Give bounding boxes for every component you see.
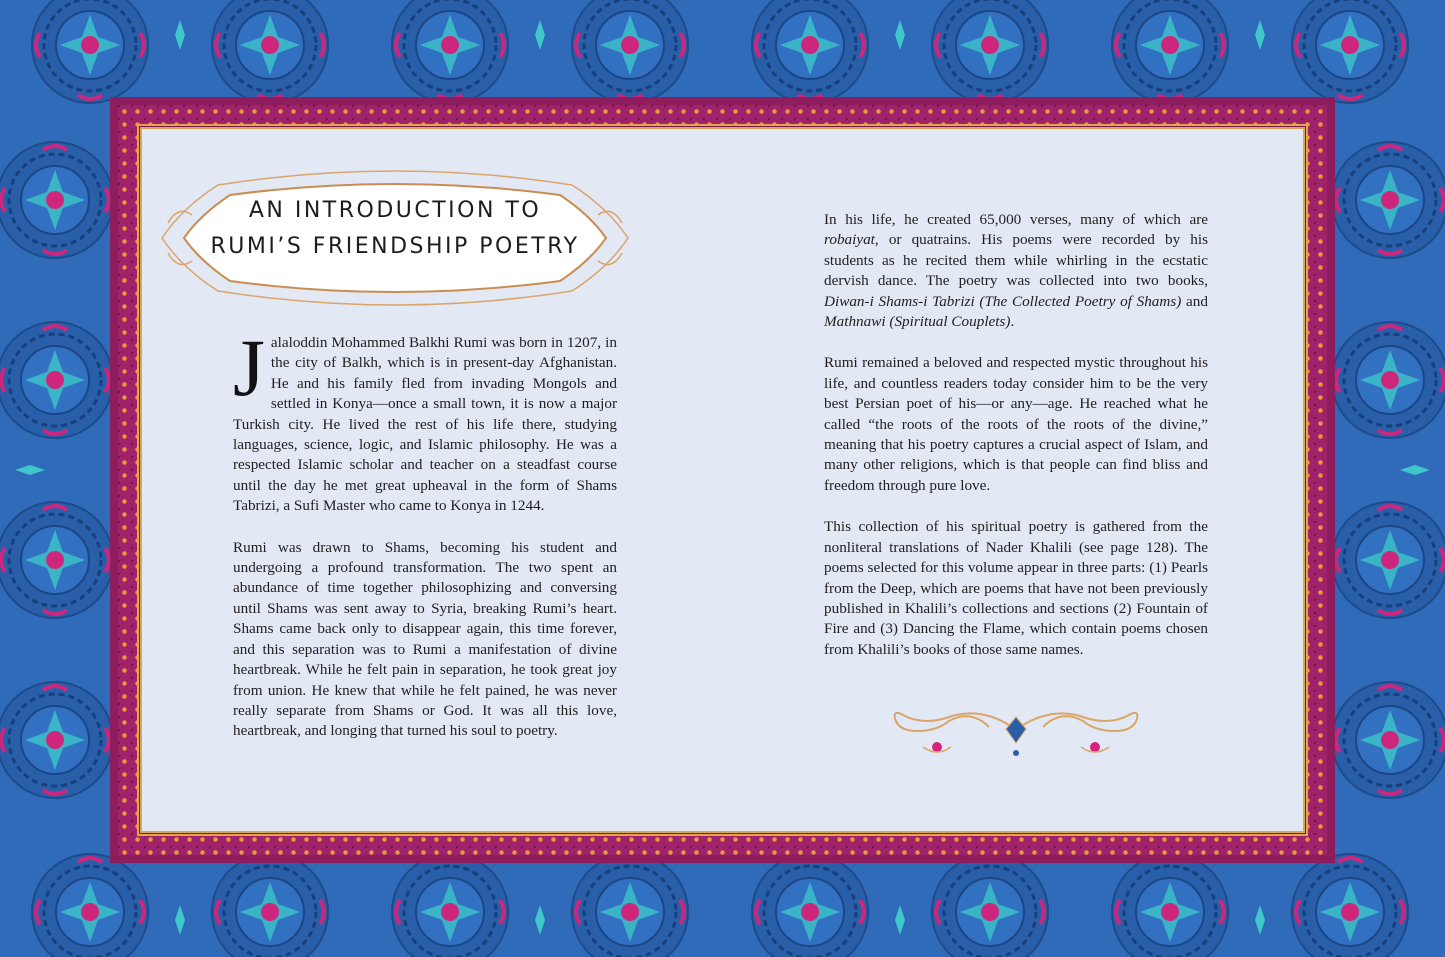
rp1-text-a: In his life, he created 65,000 verses, many of which are [824, 211, 1208, 228]
right-paragraph-1 [824, 210, 1208, 332]
rp1-italic-mathnawi: Mathnawi (Spiritual Couplets) [824, 313, 1011, 331]
title-line-2: RUMI’S FRIENDSHIP POETRY [210, 234, 580, 259]
rp1-text-c: and [1181, 292, 1208, 310]
drop-cap: J [233, 322, 265, 413]
left-paragraph-1 [233, 322, 617, 517]
rp1-italic-diwan: Diwan-i Shams-i Tabrizi (The Collected Poetry of Shams) [824, 292, 1182, 310]
right-paragraph-3: This collection of his spiritual poetry is gathered from the nonliteral translations of Nader Khalili (see page 128). The poems selected for this volume appear in three parts: (1) Pearls from the Deep, which are poems that have not been previously published in Khalili’s collections and sections (2) Fountain of Fire and (3) Dancing the Flame, which contain poems chosen from Khalili’s books of those same names. [824, 518, 1208, 658]
flourish-ornament-icon [887, 703, 1145, 765]
title-cartouche [158, 163, 632, 313]
left-paragraph-2: Rumi was drawn to Shams, becoming his student and undergoing a profound transformation. The two spent an abundance of time together philosophizing and conversing until Shams was sent away to Syria, breaking Rumi’s heart. Shams came back only to disappear again, this time forever, and this separation was to Rumi a manifestation of divine heartbreak. While he felt pain in separation, he took great joy from union. He knew that while he felt pained, he was never really separate from Shams or God. It was all this love, heartbreak, and longing that turned his soul to poetry. [233, 538, 617, 740]
rp1-italic-robaiyat: robaiyat [824, 231, 875, 249]
right-paragraph-2: Rumi remained a beloved and respected mystic throughout his life, and countless readers today consider him to be the very best Persian poet of his—or any—age. He reached what he called “the roots of the roots of the roots of the divine,” meaning that his poetry captures a crucial aspect of Islam, and many other religions, which is that people can find bliss and freedom through pure love. [824, 354, 1208, 494]
left-column [233, 322, 617, 763]
title-line-1: AN INTRODUCTION TO [248, 198, 542, 223]
rp1-text-d: . [1010, 313, 1015, 331]
rp1-text-b: , or quatrains. His poems were recorded by his students as he recited them while whirling in the ecstatic dervish dance. The poetry was collected into two books, [824, 231, 1208, 290]
right-column [824, 210, 1208, 681]
left-paragraph-1-text: alaloddin Mohammed Balkhi Rumi was born in 1207, in the city of Balkh, which is in present-day Afghanistan. He and his family fled from invading Mongols and settled in Konya—once a small town, it is now a major Turkish city. He lived the rest of his life there, studying languages, science, logic, and Islamic philosophy. He was a respected Islamic scholar and teacher on a steadfast course until the day he met great upheaval in the form of Shams Tabrizi, a Sufi Master who came to Konya in 1244. [233, 334, 617, 515]
